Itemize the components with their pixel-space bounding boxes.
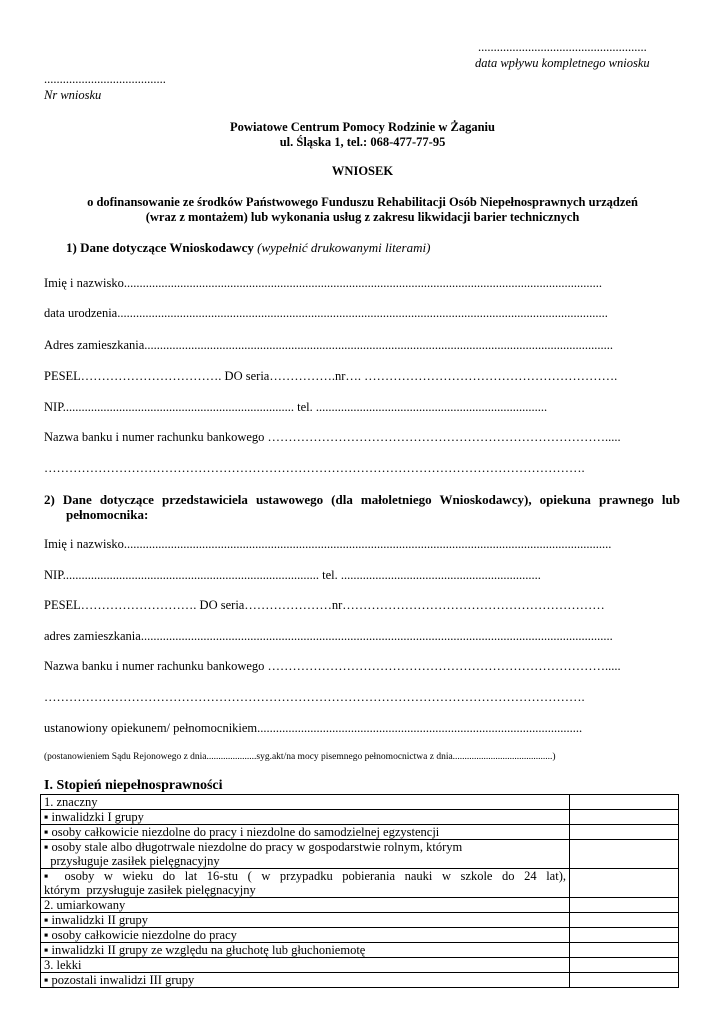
applicant-pesel-id-field[interactable]: PESEL……………………………. DO seria…………….nr…. ……………………………………………………. xyxy=(44,369,618,383)
disability-row xyxy=(41,928,679,943)
representative-name-field[interactable]: Imię i nazwisko............................................................................................................................................................ xyxy=(44,537,612,551)
disability-row xyxy=(41,795,679,810)
disability-checkbox-cell[interactable] xyxy=(570,869,679,898)
applicant-address-field[interactable]: Adres zamieszkania...................................................................................................................................................... xyxy=(44,338,614,352)
disability-row-text: ▪ osoby całkowicie niezdolne do pracy i niezdolne do samodzielnej egzystencji xyxy=(44,825,440,839)
disability-row xyxy=(41,958,679,973)
document-title: WNIOSEK xyxy=(331,164,394,178)
disability-checkbox-cell[interactable] xyxy=(570,840,679,869)
section1-heading-text: 1) Dane dotyczące Wnioskodawcy xyxy=(66,240,254,255)
section1-heading-note: (wypełnić drukowanymi literami) xyxy=(257,240,431,255)
disability-row xyxy=(41,898,679,913)
receipt-date-dots[interactable]: ...................................................... xyxy=(478,40,647,54)
disability-row-label xyxy=(41,810,570,825)
document-subtitle-line1: o dofinansowanie ze środków Państwowego Funduszu Rehabilitacji Osób Niepełnosprawnych urządzeń xyxy=(87,195,638,209)
disability-row-text: ▪ pozostali inwalidzi III grupy xyxy=(44,973,195,987)
disability-checkbox-cell[interactable] xyxy=(570,913,679,928)
disability-row xyxy=(41,810,679,825)
disability-row-label xyxy=(41,973,570,988)
section2-heading-line1: 2) Dane dotyczące przedstawiciela ustawowego (dla małoletniego Wnioskodawcy), opiekuna prawnego lub xyxy=(44,492,680,507)
disability-row-text: ▪ inwalidzki I grupy xyxy=(44,810,144,824)
institution-name: Powiatowe Centrum Pomocy Rodzinie w Żaganiu xyxy=(230,120,495,134)
disability-row-label xyxy=(41,825,570,840)
disability-checkbox-cell[interactable] xyxy=(570,898,679,913)
disability-row-text: 1. znaczny xyxy=(44,795,98,809)
disability-row xyxy=(41,973,679,988)
disability-checkbox-cell[interactable] xyxy=(570,973,679,988)
disability-row-text: ▪ osoby stale albo długotrwale niezdolne do pracy w gospodarstwie rolnym, którym xyxy=(44,840,463,854)
disability-heading: I. Stopień niepełnosprawności xyxy=(44,778,223,793)
disability-row-text: ▪ osoby całkowicie niezdolne do pracy xyxy=(44,928,237,942)
disability-table xyxy=(40,794,679,988)
receipt-date-label: data wpływu kompletnego wniosku xyxy=(475,56,650,70)
disability-checkbox-cell[interactable] xyxy=(570,958,679,973)
section1-heading xyxy=(66,240,430,256)
disability-row xyxy=(41,825,679,840)
disability-row-label xyxy=(41,928,570,943)
representative-bank-field[interactable]: Nazwa banku i numer rachunku bankowego ………………………………………………………………………..... xyxy=(44,659,621,673)
disability-checkbox-cell[interactable] xyxy=(570,795,679,810)
disability-row-label xyxy=(41,913,570,928)
disability-row xyxy=(41,913,679,928)
disability-row-text: 2. umiarkowany xyxy=(44,898,126,912)
applicant-nip-phone-field[interactable]: NIP.......................................................................... tel. .......................................................................... xyxy=(44,400,548,414)
representative-pesel-id-field[interactable]: PESEL………………………. DO seria…………………nr……………………………………………………… xyxy=(44,598,605,612)
representative-appointed-field[interactable]: ustanowiony opiekunem/ pełnomocnikiem........................................................................................................ xyxy=(44,721,583,735)
application-number-label: Nr wniosku xyxy=(44,88,102,102)
disability-row-label xyxy=(41,795,570,810)
applicant-bank-field-continued[interactable]: …………………………………………………………………………………………………………………. xyxy=(44,461,585,475)
disability-checkbox-cell[interactable] xyxy=(570,943,679,958)
disability-row-text: 3. lekki xyxy=(44,958,82,972)
disability-checkbox-cell[interactable] xyxy=(570,825,679,840)
disability-row-label xyxy=(41,840,570,869)
disability-row xyxy=(41,943,679,958)
application-number-dots[interactable]: ....................................... xyxy=(44,72,166,86)
representative-address-field[interactable]: adres zamieszkania....................................................................................................................................................... xyxy=(44,629,613,643)
disability-row-label xyxy=(41,943,570,958)
institution-address: ul. Śląska 1, tel.: 068-477-77-95 xyxy=(279,135,446,149)
representative-bank-field-continued[interactable]: …………………………………………………………………………………………………………………. xyxy=(44,690,585,704)
disability-row-text: przysługuje zasiłek pielęgnacyjny xyxy=(44,854,220,868)
disability-row-label xyxy=(41,869,570,898)
applicant-birth-date-field[interactable]: data urodzenia............................................................................................................................................................. xyxy=(44,306,608,320)
disability-row-label xyxy=(41,898,570,913)
representative-nip-phone-field[interactable]: NIP.................................................................................. tel. ................................................................ xyxy=(44,568,541,582)
disability-row-text: ▪ inwalidzki II grupy xyxy=(44,913,149,927)
disability-row-text: którym przysługuje zasiłek pielęgnacyjny xyxy=(44,883,256,897)
disability-row-text: ▪ osoby w wieku do lat 16-stu ( w przypadku pobierania nauki w szkole do 24 lat), xyxy=(44,869,566,883)
disability-row-text: ▪ inwalidzki II grupy ze względu na głuchotę lub głuchoniemotę xyxy=(44,943,366,957)
representative-appointment-note[interactable]: (postanowieniem Sądu Rejonowego z dnia.....................syg.akt/na mocy pisemnego pełnomocnictwa z dnia..........................................) xyxy=(44,752,556,762)
disability-checkbox-cell[interactable] xyxy=(570,928,679,943)
disability-row xyxy=(41,869,679,898)
disability-row xyxy=(41,840,679,869)
section2-heading-line2: pełnomocnika: xyxy=(66,507,149,522)
disability-row-label xyxy=(41,958,570,973)
document-subtitle-line2: (wraz z montażem) lub wykonania usług z zakresu likwidacji barier technicznych xyxy=(145,210,580,224)
disability-checkbox-cell[interactable] xyxy=(570,810,679,825)
applicant-name-field[interactable]: Imię i nazwisko......................................................................................................................................................... xyxy=(44,276,602,290)
applicant-bank-field[interactable]: Nazwa banku i numer rachunku bankowego ………………………………………………………………………..... xyxy=(44,430,621,444)
